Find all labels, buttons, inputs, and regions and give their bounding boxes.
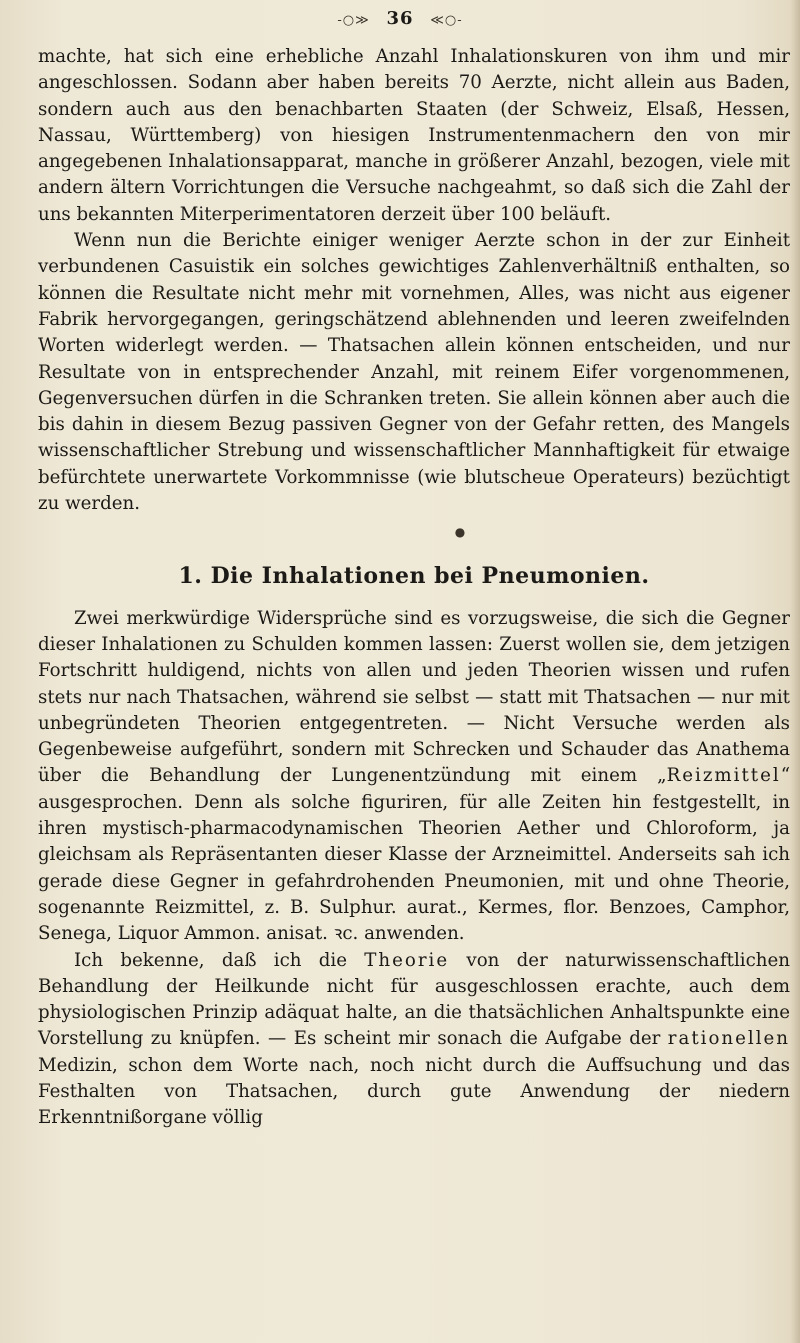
paragraph-3 [38, 606, 790, 948]
section-title: 1. Die Inhalationen bei Pneumonien. [178, 563, 650, 590]
page-edge-shadow [790, 0, 800, 1343]
paragraph-4-part-c: Medizin, schon dem Worte nach, noch nicht durch die Auffsuchung und das Festhalten von Thatsachen, durch gute Anwendung der niedern Erkenntnißorgane völlig [38, 1054, 790, 1129]
paragraph-3-part-b: “ ausgesprochen. Denn als solche figuriren, für alle Zeiten hin festgestellt, in ihren mystisch-pharmacodynamischen Theorien Aether und Chloroform, ja gleichsam als Repräsentanten dieser Klasse der Arzneimittel. Anderseits sah ich gerade diese Gegner in gefahrdrohenden Pneumonien, mit und ohne Theorie, sogenannte Reizmittel, z. B. Sulphur. aurat., Kermes, flor. Benzoes, Camphor, Senega, Liquor Ammon. anisat. ꝛc. anwenden. [38, 765, 790, 945]
page-body [38, 44, 790, 1132]
paragraph-1: machte, hat sich eine erhebliche Anzahl Inhalationskuren von ihm und mir angeschlossen. Sodann aber haben bereits 70 Aerzte, nicht allein aus Baden, sondern auch aus den benachbarten Staaten (der Schweiz, Elsaß, Hessen, Nassau, Württemberg) von hiesigen Instrumentenmachern den von mir angegebenen Inhalationsapparat, manche in größerer Anzahl, bezogen, viele mit andern ältern Vorrichtungen die Versuche nachgeahmt, so daß sich die Zahl der uns bekannten Miterperimentatoren derzeit über 100 beläuft. [38, 46, 790, 225]
paragraph-4 [38, 948, 790, 1132]
page-header [0, 8, 800, 29]
paragraph-3-part-a: Zwei merkwürdige Widersprüche sind es vorzugsweise, die sich die Gegner dieser Inhalationen zu Schulden kommen lassen: Zuerst wollen sie, dem jetzigen Fortschritt huldigend, nichts von allen und jeden Theorien wissen und rufen stets nur nach Thatsachen, während sie selbst — statt mit Thatsachen — nur mit unbegründeten Theorien entgegentreten. — Nicht Versuche werden als Gegenbeweise aufgeführt, sondern mit Schrecken und Schauder das Anathema über die Behandlung der Lungenentzündung mit einem „ [38, 607, 790, 787]
header-ornament-right: ≪○- [430, 13, 463, 28]
paragraph-4-part-a: Ich bekenne, daß ich die [74, 949, 365, 971]
emphasis-theorie: Theorie [364, 949, 450, 971]
header-ornament-left: -○≫ [337, 13, 370, 28]
emphasis-reizmittel: Reizmittel [666, 765, 781, 787]
paragraph-4-part-b: von der naturwissenschaftlichen Behandlung der Heilkunde nicht für ausgeschlossen erachte, auch dem physiologischen Prinzip adäquat halte, an die thatsächlichen Anhaltspunkte eine Vorstellung zu knüpfen. — Es scheint mir sonach die Aufgabe der [38, 949, 790, 1050]
section-divider-mark: ● [454, 525, 466, 540]
emphasis-rationellen: rationellen [667, 1028, 790, 1050]
page-number: 36 [386, 8, 414, 29]
paragraph-2: Wenn nun die Berichte einiger weniger Aerzte schon in der zur Einheit verbundenen Casuistik ein solches gewichtiges Zahlenverhältniß enthalten, so können die Resultate nicht mehr mit vornehmen, Alles, was nicht aus eigener Fabrik hervorgegangen, geringschätzend ablehnenden und leeren zweifelnden Worten widerlegt werden. — Thatsachen allein können entscheiden, und nur Resultate von in entsprechender Anzahl, mit reinem Eifer vorgenommenen, Gegenversuchen dürfen in die Schranken treten. Sie allein können aber auch die bis dahin in diesem Bezug passiven Gegner von der Gefahr retten, des Mangels wissenschaftlicher Strebung und wissenschaftlicher Mannhaftigkeit für etwaige befürchtete unerwartete Vorkommnisse (wie blutscheue Operateurs) bezüchtigt zu werden. [38, 230, 790, 515]
